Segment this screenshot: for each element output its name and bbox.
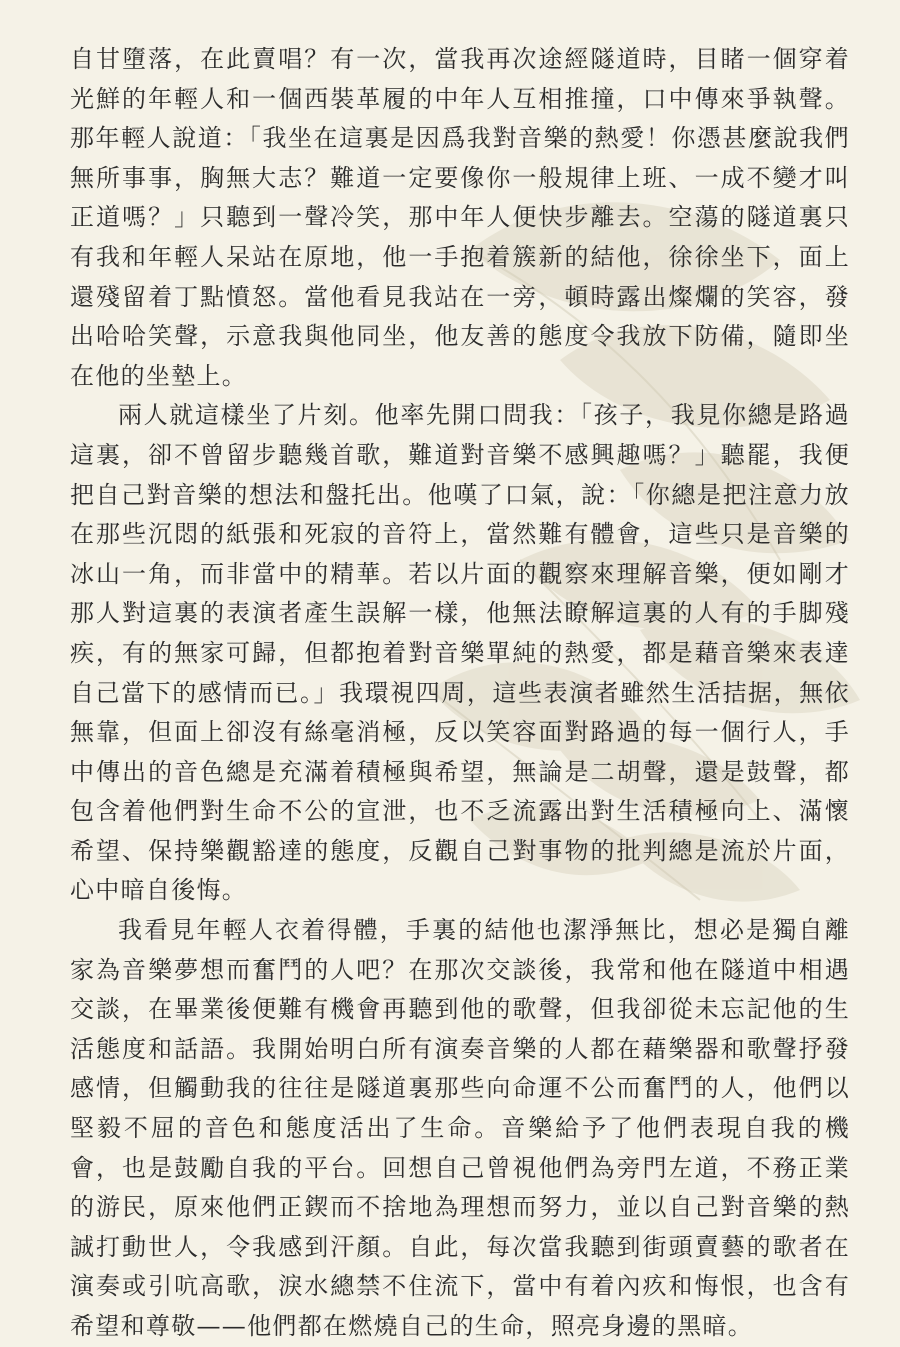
paragraph-3: 我看見年輕人衣着得體，手裏的結他也潔淨無比，想必是獨自離家為音樂夢想而奮鬥的人吧？在那次交談後，我常和他在隧道中相遇交談，在畢業後便難有機會再聽到他的歌聲，但我卻從未忘記他的生活態度和話語。我開始明白所有演奏音樂的人都在藉樂器和歌聲抒發感情，但觸動我的往往是隧道裏那些向命運不公而奮鬥的人，他們以堅毅不屈的音色和態度活出了生命。音樂給予了他們表現自我的機會，也是鼓勵自我的平台。回想自己曾視他們為旁門左道，不務正業的游民，原來他們正鍥而不捨地為理想而努力，並以自己對音樂的熱誠打動世人，令我感到汗顏。自此，每次當我聽到街頭賣藝的歌者在演奏或引吭高歌，淚水總禁不住流下，當中有着內疚和悔恨，也含有希望和尊敬——他們都在燃燒自己的生命，照亮身邊的黑暗。 — [70, 916, 850, 1340]
essay-body — [70, 40, 850, 1347]
paragraph-1: 自甘墮落，在此賣唱？有一次，當我再次途經隧道時，目睹一個穿着光鮮的年輕人和一個西裝革履的中年人互相推撞，口中傳來爭執聲。那年輕人說道：「我坐在這裏是因爲我對音樂的熱愛！你憑甚麼說我們無所事事，胸無大志？難道一定要像你一般規律上班、一成不變才叫正道嗎？」只聽到一聲冷笑，那中年人便快步離去。空蕩的隧道裏只有我和年輕人呆站在原地，他一手抱着簇新的結他，徐徐坐下，面上還殘留着丁點憤怒。當他看見我站在一旁，頓時露出燦爛的笑容，發出哈哈笑聲，示意我與他同坐，他友善的態度令我放下防備，隨即坐在他的坐墊上。 — [70, 45, 850, 390]
paragraph-2: 兩人就這樣坐了片刻。他率先開口問我：「孩子，我見你總是路過這裏，卻不曾留步聽幾首歌，難道對音樂不感興趣嗎？」聽罷，我便把自己對音樂的想法和盤托出。他嘆了口氣，說：「你總是把注意力放在那些沉悶的紙張和死寂的音符上，當然難有體會，這些只是音樂的冰山一角，而非當中的精華。若以片面的觀察來理解音樂，便如剛才那人對這裏的表演者產生誤解一樣，他無法瞭解這裏的人有的手脚殘疾，有的無家可歸，但都抱着對音樂單純的熱愛，都是藉音樂來表達自己當下的感情而已。」我環視四周，這些表演者雖然生活拮据，無依無靠，但面上卻沒有絲毫消極，反以笑容面對路過的每一個行人，手中傳出的音色總是充滿着積極與希望，無論是二胡聲，還是鼓聲，都包含着他們對生命不公的宣泄，也不乏流露出對生活積極向上、滿懷希望、保持樂觀豁達的態度，反觀自己對事物的批判總是流於片面，心中暗自後悔。 — [70, 401, 850, 905]
